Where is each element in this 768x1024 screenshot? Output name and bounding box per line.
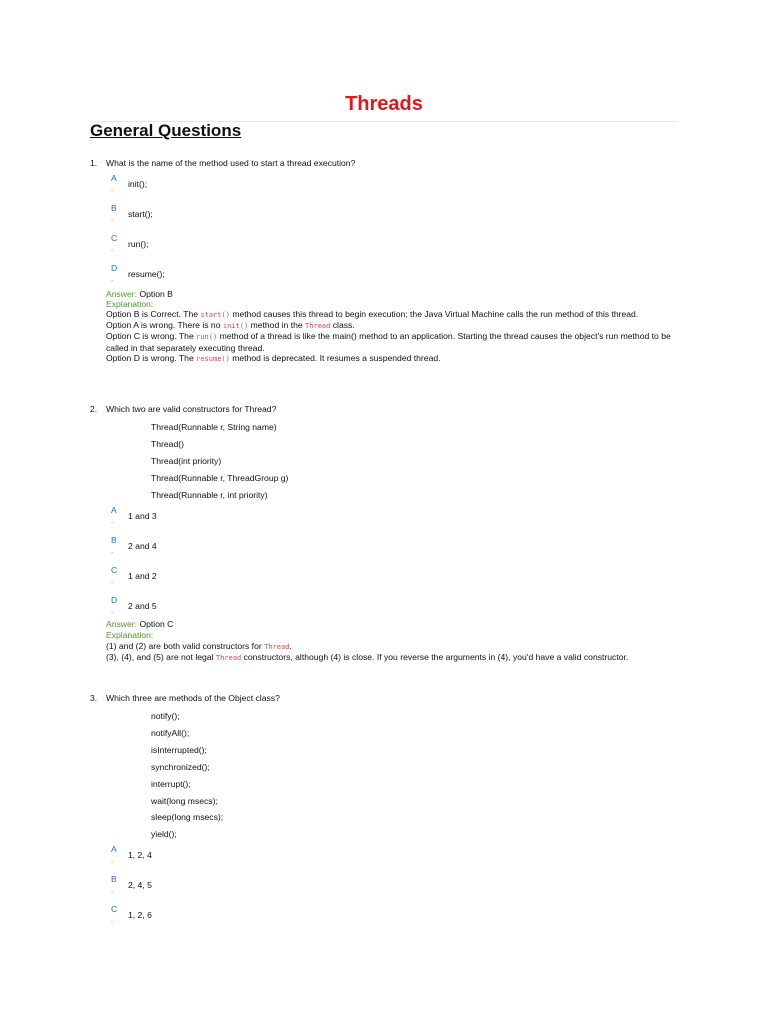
question-text: What is the name of the method used to start a thread execution? <box>106 158 356 168</box>
option-marker: - <box>111 218 114 225</box>
option-text[interactable]: 2 and 4 <box>128 541 157 551</box>
option-letter[interactable]: B <box>111 535 117 545</box>
explanation-line <box>106 331 680 354</box>
code-line: wait(long msecs); <box>151 796 218 806</box>
explanation-text: (1) and (2) are both valid constructors for <box>106 641 265 651</box>
explanation-text: method in the <box>248 320 306 330</box>
code-snippet: run() <box>196 333 218 341</box>
option-text[interactable]: 2, 4, 5 <box>128 880 152 890</box>
code-line: Thread(int priority) <box>151 456 222 466</box>
code-snippet: Thread <box>215 654 242 662</box>
option-letter[interactable]: C <box>111 565 118 575</box>
question-number: 1. <box>90 158 98 168</box>
option-text[interactable]: 1, 2, 6 <box>128 910 152 920</box>
explanation-text: constructors, although (4) is close. If you reverse the arguments in (4), you'd have a valid constructor. <box>241 652 629 662</box>
answer-label: Answer: <box>106 289 138 299</box>
title-divider <box>90 121 678 122</box>
option-letter[interactable]: A <box>111 844 117 854</box>
option-text[interactable]: init(); <box>128 179 148 189</box>
option-text[interactable]: 1 and 3 <box>128 511 157 521</box>
explanation-text: method of a thread is like the main() method to an application. Starting the thread causes the object's run method to be called in that separately executing thread. <box>106 331 671 353</box>
option-letter[interactable]: B <box>111 874 117 884</box>
explanation-text: Option D is wrong. The <box>106 353 197 363</box>
explanation-line <box>106 652 680 664</box>
option-marker: - <box>111 550 114 557</box>
explanation-text: (3), (4), and (5) are not legal <box>106 652 216 662</box>
code-line: sleep(long msecs); <box>151 812 224 822</box>
question-text: Which three are methods of the Object class? <box>106 693 280 703</box>
option-letter[interactable]: A <box>111 505 117 515</box>
code-line: notify(); <box>151 711 180 721</box>
code-snippet: Thread <box>264 643 290 651</box>
question-number: 3. <box>90 693 98 703</box>
explanation-text: Option A is wrong. There is no <box>106 320 223 330</box>
option-marker: - <box>111 248 114 255</box>
code-line: yield(); <box>151 829 177 839</box>
option-marker: - <box>111 889 114 896</box>
section-heading: General Questions <box>90 121 242 140</box>
option-text[interactable]: start(); <box>128 209 153 219</box>
answer-value: Option B <box>139 289 173 299</box>
answer-line <box>106 619 173 630</box>
option-marker: - <box>111 919 114 926</box>
option-marker: - <box>111 580 114 587</box>
question-number: 2. <box>90 404 98 414</box>
code-line: synchronized(); <box>151 762 210 772</box>
option-text[interactable]: 1, 2, 4 <box>128 850 152 860</box>
answer-value: Option C <box>139 619 174 629</box>
answer-label: Answer: <box>106 619 138 629</box>
option-letter[interactable]: C <box>111 233 118 243</box>
code-line: Thread(Runnable r, ThreadGroup g) <box>151 473 289 483</box>
explanation-label: Explanation: <box>106 630 154 640</box>
code-line: interrupt(); <box>151 779 191 789</box>
option-marker: - <box>111 859 114 866</box>
explanation-text: method is deprecated. It resumes a suspended thread. <box>229 353 441 363</box>
code-line: isInterrupted(); <box>151 745 207 755</box>
code-line: Thread() <box>151 439 184 449</box>
option-letter[interactable]: A <box>111 173 117 183</box>
question-text: Which two are valid constructors for Thread? <box>106 404 277 414</box>
option-marker: - <box>111 188 114 195</box>
option-text[interactable]: run(); <box>128 239 149 249</box>
option-letter[interactable]: B <box>111 203 117 213</box>
explanation-text: class. <box>330 320 355 330</box>
code-snippet: resume() <box>196 355 230 363</box>
option-letter[interactable]: D <box>111 595 118 605</box>
code-line: Thread(Runnable r, int priority) <box>151 490 268 500</box>
explanation-text: Option B is Correct. The <box>106 309 201 319</box>
option-marker: - <box>111 520 114 527</box>
code-snippet: start() <box>200 311 230 319</box>
explanation-text: Option C is wrong. The <box>106 331 197 341</box>
explanation-text: . <box>289 641 292 651</box>
code-line: notifyAll(); <box>151 728 190 738</box>
page-title: Threads <box>345 93 423 115</box>
option-letter[interactable]: C <box>111 904 118 914</box>
explanation-text: method causes this thread to begin execution; the Java Virtual Machine calls the run method of this thread. <box>229 309 639 319</box>
explanation-line <box>106 353 680 365</box>
option-letter[interactable]: D <box>111 263 118 273</box>
code-snippet: init() <box>222 322 249 330</box>
code-line: Thread(Runnable r, String name) <box>151 422 277 432</box>
option-marker: - <box>111 610 114 617</box>
option-text[interactable]: 2 and 5 <box>128 601 157 611</box>
code-snippet: Thread <box>305 322 331 330</box>
option-text[interactable]: resume(); <box>128 269 165 279</box>
option-marker: - <box>111 278 114 285</box>
explanation-label: Explanation: <box>106 299 154 309</box>
option-text[interactable]: 1 and 2 <box>128 571 157 581</box>
